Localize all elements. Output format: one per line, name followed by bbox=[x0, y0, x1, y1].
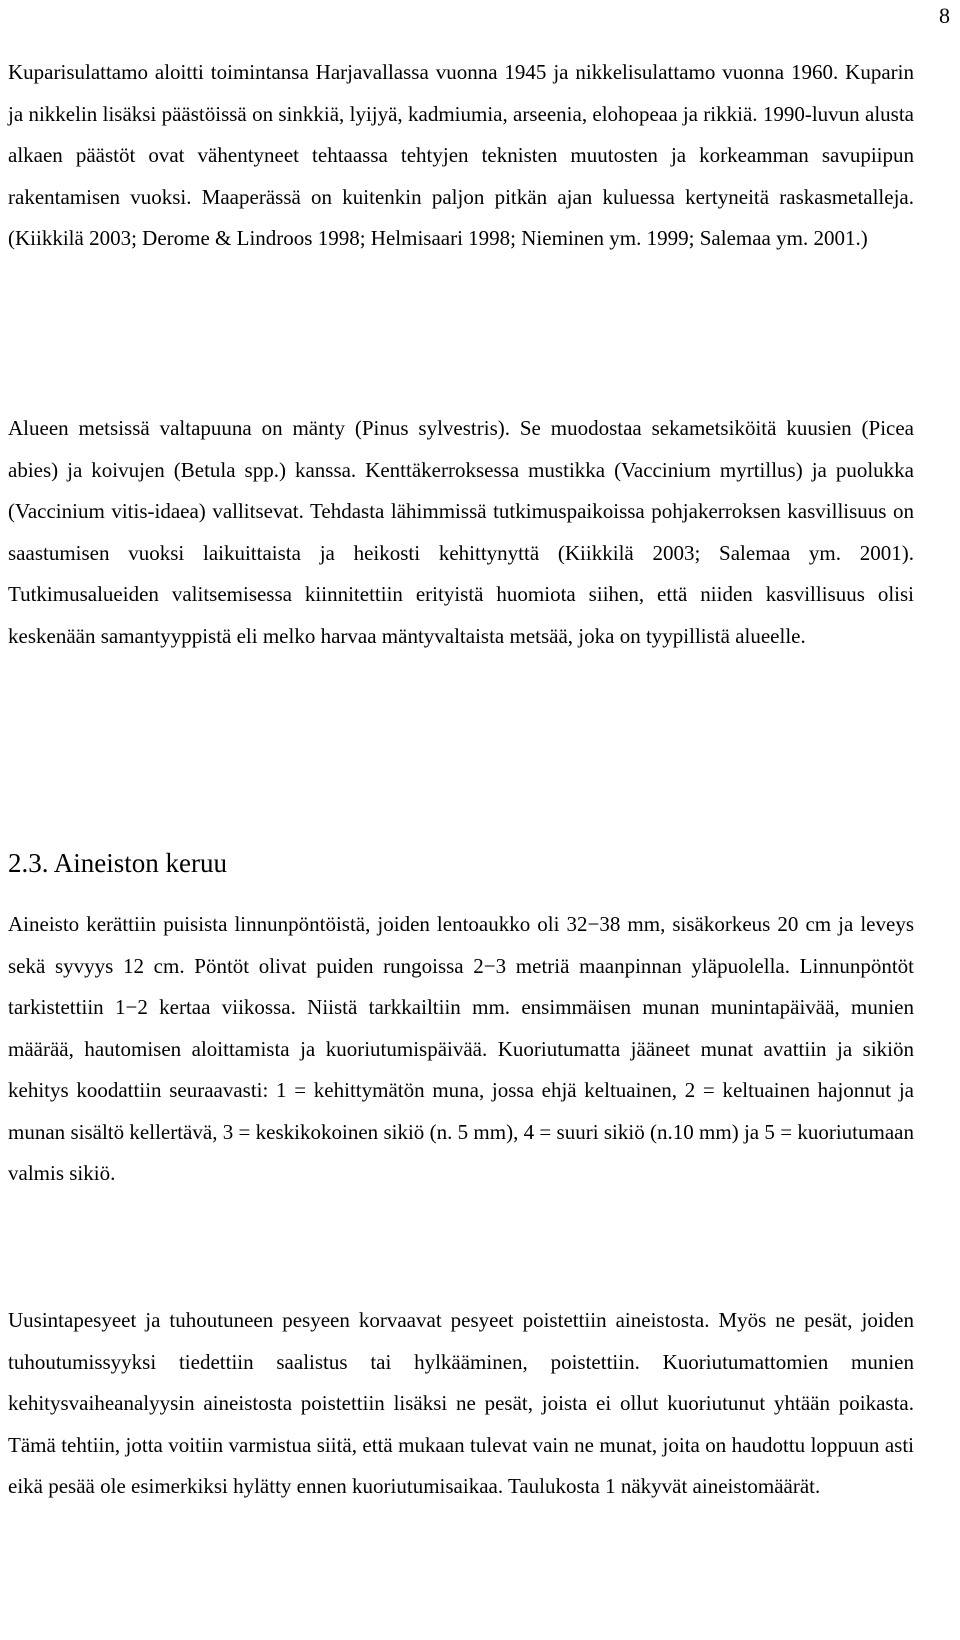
paragraph-data-exclusion: Uusintapesyeet ja tuhoutuneen pesyeen korvaavat pesyeet poistettiin aineistosta. Myös ne pesät, joiden tuhoutumissyyksi tiedettiin saalistus tai hylkääminen, poistettiin. Kuoriutumattomien munien kehitysvaiheanalyysin aineistosta poistettiin lisäksi ne pesät, joista ei ollut kuoriutunut yhtään poikasta. Tämä tehtiin, jotta voitiin varmistua siitä, että mukaan tulevat vain ne munat, joita on haudottu loppuun asti eikä pesää ole esimerkiksi hylätty ennen kuoriutumisaikaa. Taulukosta 1 näkyvät aineistomäärät. bbox=[8, 1308, 914, 1498]
section-heading: 2.3. Aineiston keruu bbox=[8, 848, 227, 878]
paragraph-forest-vegetation: Alueen metsissä valtapuuna on mänty (Pinus sylvestris). Se muodostaa sekametsiköitä kuusien (Picea abies) ja koivujen (Betula spp.) kanssa. Kenttäkerroksessa mustikka (Vaccinium myrtillus) ja puolukka (Vaccinium vitis-idaea) vallitsevat. Tehdasta lähimmissä tutkimuspaikoissa pohjakerroksen kasvillisuus on saastumisen vuoksi laikuittaista ja heikosti kehittynyttä (Kiikkilä 2003; Salemaa ym. 2001). Tutkimusalueiden valitsemisessa kiinnitettiin erityistä huomiota siihen, että niiden kasvillisuus olisi keskenään samantyyppistä eli melko harvaa mäntyvaltaista metsää, joka on tyypillistä alueelle. bbox=[8, 416, 914, 648]
paragraph-smelter-history: Kuparisulattamo aloitti toimintansa Harjavallassa vuonna 1945 ja nikkelisulattamo vuonna 1960. Kuparin ja nikkelin lisäksi päästöissä on sinkkiä, lyijyä, kadmiumia, arseenia, elohopeaa ja rikkiä. 1990-luvun alusta alkaen päästöt ovat vähentyneet tehtaassa tehtyjen teknisten muutosten ja korkeamman savupiipun rakentamisen vuoksi. Maaperässä on kuitenkin paljon pitkän ajan kuluessa kertyneitä raskasmetalleja. (Kiikkilä 2003; Derome & Lindroos 1998; Helmisaari 1998; Nieminen ym. 1999; Salemaa ym. 2001.) bbox=[8, 60, 914, 250]
page-number: 8 bbox=[939, 3, 950, 28]
paragraph-data-collection: Aineisto kerättiin puisista linnunpöntöistä, joiden lentoaukko oli 32−38 mm, sisäkorkeus 20 cm ja leveys sekä syvyys 12 cm. Pöntöt olivat puiden rungoissa 2−3 metriä maanpinnan yläpuolella. Linnunpöntöt tarkistettiin 1−2 kertaa viikossa. Niistä tarkkailtiin mm. ensimmäisen munan munintapäivää, munien määrää, hautomisen aloittamista ja kuoriutumispäivää. Kuoriutumatta jääneet munat avattiin ja sikiön kehitys koodattiin seuraavasti: 1 = kehittymätön muna, jossa ehjä keltuainen, 2 = keltuainen hajonnut ja munan sisältö kellertävä, 3 = keskikokoinen sikiö (n. 5 mm), 4 = suuri sikiö (n.10 mm) ja 5 = kuoriutumaan valmis sikiö. bbox=[8, 912, 914, 1185]
